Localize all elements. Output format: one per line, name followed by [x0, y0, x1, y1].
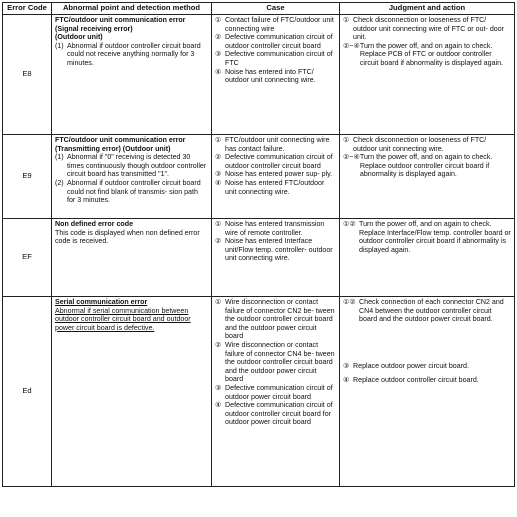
- judgment-cell: [340, 297, 515, 487]
- detection-item: (1) Abnormal if outdoor controller circuit board could not receive anything normally for 3 minutes.: [55, 41, 201, 67]
- judgment-item: ① Check disconnection or looseness of FTC/ outdoor unit connecting wire of FTC or out- door unit.: [343, 16, 505, 42]
- detection-item: (2) Abnormal if outdoor controller circuit board could not find blank of transmis- sion path for 3 minutes.: [55, 178, 201, 205]
- case-item: ② Defective communication circuit of outdoor controller circuit board: [215, 153, 333, 170]
- case-item: ③ Noise has entered power sup- ply.: [215, 170, 333, 179]
- case-item: ① FTC/outdoor unit connecting wire has contact failure.: [215, 136, 330, 153]
- case-item: ① Contact failure of FTC/outdoor unit connecting wire: [215, 16, 334, 33]
- case-cell: [212, 297, 340, 487]
- judgment-item: ① Check disconnection or looseness of FTC/ outdoor unit connecting wire.: [343, 136, 487, 153]
- case-item: ② Wire disconnection or contact failure of connector CN4 be- tween the outdoor controller circuit board and the outdoor power circuit board: [215, 340, 335, 384]
- error-code-table: [2, 2, 515, 487]
- case-item: ③ Defective communication circuit of FTC: [215, 50, 333, 67]
- case-cell: [212, 15, 340, 135]
- abnormal-point-cell: [52, 135, 212, 219]
- header-error-code: Error Code: [3, 3, 52, 15]
- case-item: ① Wire disconnection or contact failure of connector CN2 be- tween the outdoor controller circuit board and the outdoor power circuit board: [215, 298, 335, 341]
- error-code: Ed: [3, 297, 52, 487]
- abnormal-point-cell: [52, 15, 212, 135]
- case-cell: [212, 135, 340, 219]
- detection-description: Abnormal if serial communication between outdoor controller circuit board and outdoor power circuit board is defective.: [55, 306, 191, 332]
- case-item: ④ Noise has entered FTC/outdoor unit connecting wire.: [215, 178, 325, 196]
- judgment-item: ②~④ Turn the power off, and on again to check. Replace outdoor controller circuit board if abnormality is displayed again.: [343, 153, 493, 179]
- abnormal-point-cell: [52, 219, 212, 297]
- header-case: Case: [212, 3, 340, 15]
- table-row: [3, 135, 515, 219]
- error-title: FTC/outdoor unit communication error (Transmitting error) (Outdoor unit): [55, 136, 186, 153]
- case-cell: [212, 219, 340, 297]
- detection-description: This code is displayed when non defined error code is received.: [55, 228, 200, 246]
- table-header-row: [3, 3, 515, 15]
- error-title: Serial communication error: [55, 298, 148, 306]
- case-item: ③ Defective communication circuit of outdoor power circuit board: [215, 383, 333, 401]
- header-judgment: Judgment and action: [340, 3, 515, 15]
- case-item: ② Defective communication circuit of outdoor controller circuit board: [215, 33, 333, 50]
- error-code: E9: [3, 135, 52, 219]
- table-row: [3, 297, 515, 487]
- table-row: [3, 219, 515, 297]
- case-item: ① Noise has entered transmission wire of remote controller.: [215, 220, 325, 237]
- detection-item: (1) Abnormal if "0" receiving is detected 30 times continuously though outdoor controller circuit board has transmitted "1".: [55, 153, 207, 179]
- error-title: Non defined error code: [55, 220, 134, 228]
- case-item: ④ Noise has entered into FTC/ outdoor unit connecting wire.: [215, 67, 316, 85]
- judgment-item: ②~④ Turn the power off, and on again to check. Replace PCB of FTC or outdoor controller circuit board if abnormality is displayed again.: [343, 41, 504, 67]
- judgment-item: ①② Turn the power off, and on again to check. Replace Interface/Flow temp. controller board or outdoor controller circuit board if abnormality is displayed again.: [343, 220, 511, 254]
- judgment-cell: [340, 135, 515, 219]
- error-code: E8: [3, 15, 52, 135]
- judgment-cell: [340, 219, 515, 297]
- case-item: ② Noise has entered Interface unit/Flow temp. controller- outdoor unit connecting wire.: [215, 237, 333, 263]
- judgment-item: ④ Replace outdoor controller circuit board.: [343, 376, 479, 385]
- judgment-item: ③ Replace outdoor power circuit board.: [343, 361, 469, 370]
- abnormal-point-cell: [52, 297, 212, 487]
- error-title: FTC/outdoor unit communication error (Signal receiving error) (Outdoor unit): [55, 16, 186, 42]
- judgment-item: ①② Check connection of each connector CN2 and CN4 between the outdoor controller circuit board and the outdoor power circuit board.: [343, 298, 504, 324]
- header-abnormal-point: Abnormal point and detection method: [52, 3, 212, 15]
- error-code: EF: [3, 219, 52, 297]
- judgment-cell: [340, 15, 515, 135]
- table-row: [3, 15, 515, 135]
- case-item: ④ Defective communication circuit of outdoor controller circuit board for outdoor power circuit board: [215, 401, 333, 427]
